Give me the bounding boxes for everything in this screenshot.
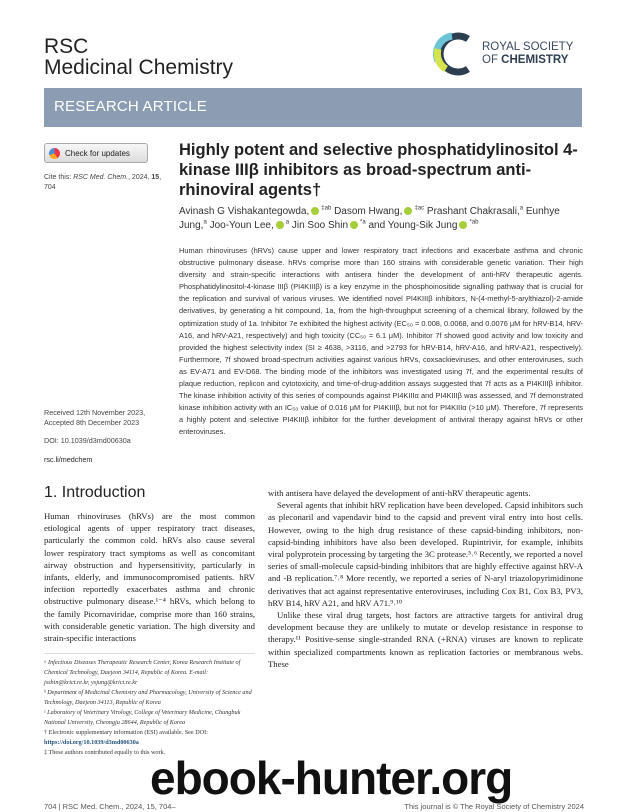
rsc-logo-icon <box>432 31 476 77</box>
paragraph: Unlike these viral drug targets, host factors are attractive targets for antiviral drug development because they are unlikely to mutate or develop resistance in response to therapy.¹¹ Positive-sense single-stranded RNA (+RNA) viruses are known to replicate within specialized compartments known as replication factories or membranous webs. These <box>268 610 583 669</box>
journal-line2: Medicinal Chemistry <box>44 56 234 79</box>
cite-page: , 704 <box>44 174 162 191</box>
author-affil: ‡ab <box>321 205 332 212</box>
footnote-affil-a: ᵃ Infectious Diseases Therapeutic Research Center, Korea Research Institute of Chemical Technology, Daejeon 34114, Republic of Korea. E-mail: jsshin@krict.re.kr, ysjung@krict.re.kr <box>44 659 241 686</box>
cite-volume: 15 <box>151 174 160 181</box>
esi-doi-link[interactable]: https://doi.org/10.1039/d3md00630a <box>44 739 139 746</box>
orcid-icon[interactable] <box>350 221 358 229</box>
author[interactable] <box>334 206 424 217</box>
citation <box>44 173 172 192</box>
footnote-esi: † Electronic supplementary information (ESI) available. See DOI: <box>44 729 208 736</box>
author-affil: a <box>203 219 207 226</box>
intro-right-column <box>268 487 583 670</box>
author-list <box>179 205 584 233</box>
author-name: Dasom Hwang, <box>334 206 403 217</box>
received-date: Received 12th November 2023, <box>44 408 146 417</box>
article-title: Highly potent and selective phosphatidylinositol 4-kinase IIIβ inhibitors as broad-spectrum anti-rhinoviral agents† <box>179 141 578 199</box>
intro-left-column: Human rhinoviruses (hRVs) are the most common etiological agents of upper respiratory tract diseases, particularly the common cold. hRVs also cause several lower respiratory tract symptoms as well as concomitant airway obstruction and hypersensitivity, particularly in infants, elderly, and immunocompromised patients. hRV infection reportedly exacerbates asthma and chronic obstructive pulmonary disease.¹⁻⁴ hRVs, which belong to the family Picornaviridae, comprise more than 160 strains, with considerable genetic variation. The high diversity and strain-specific interactions <box>44 511 255 644</box>
check-for-updates-button[interactable] <box>44 143 148 163</box>
orcid-icon[interactable] <box>311 207 319 215</box>
footnote-equal: ‡ These authors contributed equally to this work. <box>44 749 166 756</box>
footer-left: 704 | RSC Med. Chem., 2024, 15, 704– <box>44 802 176 811</box>
footer-right: This journal is © The Royal Society of Chemistry 2024 <box>404 802 584 811</box>
author[interactable] <box>179 206 331 217</box>
article-type-banner: RESEARCH ARTICLE <box>44 88 582 127</box>
author[interactable] <box>368 220 478 231</box>
accepted-date: Accepted 8th December 2023 <box>44 417 140 427</box>
check-for-updates-label: Check for updates <box>65 148 130 158</box>
footnotes <box>44 653 255 758</box>
paragraph: with antisera have delayed the development of anti-hRV therapeutic agents. <box>268 488 531 498</box>
journal-line1: RSC <box>44 35 89 58</box>
journal-name <box>44 36 233 78</box>
publisher-prefix: OF <box>482 54 502 66</box>
author-affil: ‡ac <box>414 205 425 212</box>
author-affil: a <box>285 219 290 226</box>
orcid-icon[interactable] <box>404 207 412 215</box>
footnote-affil-c: ᶜ Laboratory of Veterinary Virology, College of Veterinary Medicine, Chungbuk National University, Cheongju 28644, Republic of Korea <box>44 709 241 726</box>
article-meta <box>44 408 172 464</box>
abstract: Human rhinoviruses (hRVs) cause upper and lower respiratory tract infections and exacerbate asthma and chronic obstructive pulmonary disease. hRVs comprise more than 160 strains with considerable genetic variation. Their high diversity and strain-specific interactions with antisera hinder the development of anti-hRV therapeutic agents. Phosphatidylinositol-4-kinase IIIβ (PI4KIIIβ) is a key enzyme in the phosphoinositide signalling pathway that is crucial for the replication and survival of various viruses. We identified novel PI4KIIIβ inhibitors, N-(4-methyl-5-arylthiazol)-2-amide derivatives, by generating a hit compound, 1a, from the high-throughput screening of a chemical library, followed by the optimization study of 1a. Inhibitor 7e exhibited the highest activity (EC₅₀ = 0.008, 0.0068, and 0.0076 μM for hRV-B14, hRV-A16, and hRV-A21, respectively) and high toxicity (CC₅₀ = 6.1 μM). Inhibitor 7f showed good activity and low toxicity and provided the highest selectivity index (SI ≥ 4638, >3116, and >2793 for hRV-B14, hRV-A16, and hRV-A21, respectively). Furthermore, 7f showed broad-spectrum activities against various hRVs, coxsackieviruses, and other enteroviruses, such as EV-A71 and EV-D68. The binding mode of the inhibitors was investigated using 7f, and the experimental results of plaque reduction, replicon and cytotoxicity, and time-of-drug-addition assays suggested that 7f acts as a PI4KIIIβ inhibitor. The kinase inhibition activity of this series of compounds against PI4KIIIα and PI4KIIIβ was assessed, and 7f demonstrated kinase inhibition activity with an IC₅₀ value of 0.016 μM for PI4KIIIβ, but not for PI4KIIIα (>10 μM). Therefore, 7f represents a highly potent and selective PI4KIIIβ inhibitor for the further development of antiviral therapy against hRVs or other enteroviruses. <box>179 246 583 437</box>
section-heading: 1. Introduction <box>44 484 146 501</box>
author-affil: *a <box>360 219 366 226</box>
author-name: and Young-Sik Jung <box>368 220 458 231</box>
author-name: Joo-Youn Lee, <box>209 220 274 231</box>
author[interactable] <box>292 220 366 231</box>
page-footer <box>44 802 584 811</box>
author-name: Eunhye Jung, <box>179 206 560 231</box>
journal-link[interactable]: rsc.li/medchem <box>44 454 93 464</box>
author-name: Prashant Chakrasali, <box>426 206 520 217</box>
rsc-logo <box>432 28 584 80</box>
author-affil: *ab <box>469 219 479 226</box>
author[interactable] <box>427 206 523 217</box>
cite-label: Cite this: <box>44 174 74 181</box>
orcid-icon[interactable] <box>459 221 467 229</box>
crossmark-icon <box>49 148 60 159</box>
author[interactable] <box>210 220 289 231</box>
cite-year: , 2024, <box>128 174 152 181</box>
doi[interactable]: DOI: 10.1039/d3md00630a <box>44 436 131 445</box>
cite-journal: RSC Med. Chem. <box>73 174 129 181</box>
orcid-icon[interactable] <box>276 221 284 229</box>
author-name: Jin Soo Shin <box>291 220 349 231</box>
publisher-line1: ROYAL SOCIETY <box>482 41 574 53</box>
author-affil: a <box>519 205 524 212</box>
footnote-affil-b: ᵇ Department of Medicinal Chemistry and Pharmacology, University of Science and Technology, Daejeon 34113, Republic of Korea <box>44 689 252 706</box>
paragraph: Several agents that inhibit hRV replication have been developed. Capsid inhibitors such as pleconaril and vapendavir bind to the capsid and prevent viral entry into host cells. However, owing to the high drug resistance of these capsid-binding inhibitors, non-capsid-binding inhibitors have also been developed. Rupintrivir, for example, inhibits viral polyprotein processing by targeting the 3C protease.⁵˒⁶ Recently, we reported a novel series of small-molecule capsid-binding inhibitors that are highly effective against hRV-A and -B replication.⁷˒⁸ More recently, we reported a series of N-aryl triazolopyrimidinone derivatives that act against representative enteroviruses, including Cox B1, Cox B3, PV3, hRV B14, hRV A21, and hRV A71.⁹˒¹⁰ <box>268 500 583 608</box>
publisher-bold: CHEMISTRY <box>501 54 569 66</box>
watermark: ebook-hunter.org <box>150 752 513 804</box>
author-name: Avinash G Vishakantegowda, <box>179 206 310 217</box>
